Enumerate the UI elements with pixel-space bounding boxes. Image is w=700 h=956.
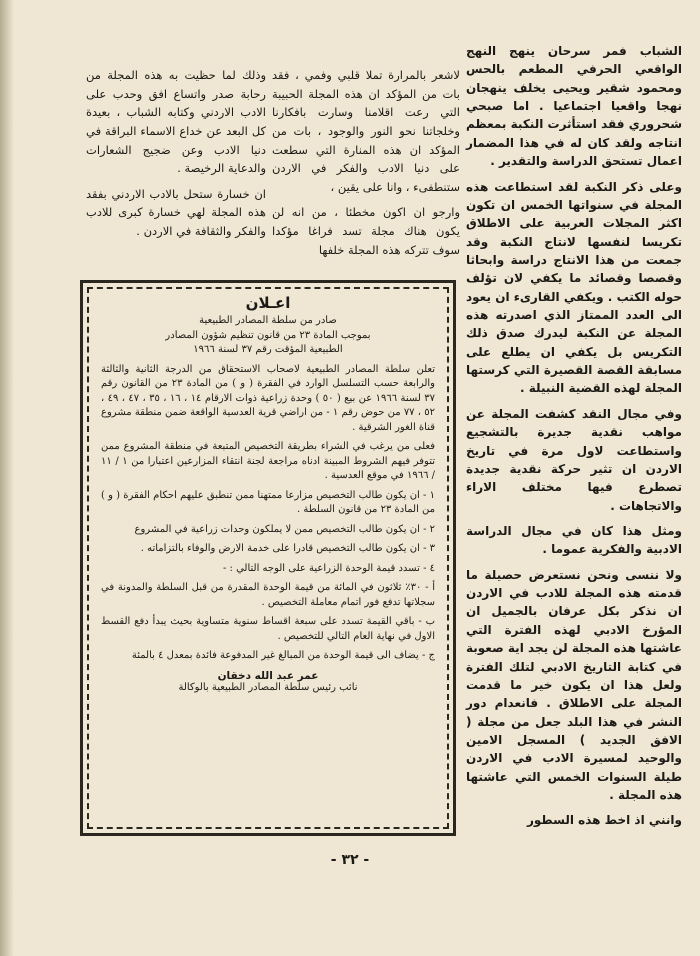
payment-term: أ - ٣٠٪ ثلاثون في المائة من قيمة الوحدة المقدرة من قبل السلطة والمدونة في سجلاتها تدفع فور اتمام معاملة التخصيص .: [101, 582, 435, 608]
paragraph: ولا ننسى ونحن نستعرض حصيلة ما قدمته هذه المجلة للادب في الاردن ان نذكر بكل عرفان بالجميل ان المؤرخ الادبي لهذه الفترة التي عاشتها هذه المجلة لن يجد اية صعوبة في كتابة التاريخ الادبي لتلك الفترة ولعل هذا ان يكون خير ما قدمت المجلة على الاطلاق . فانعدام دور النشر في هذا البلد جعل من مجلة ( الافق الجديد ) المسجل الامين والوحيد لمسيرة الادب في الاردن طيلة السنوات الخمس التي عاشتها هذه المجلة .: [466, 567, 682, 803]
page-number: - ٣٢ -: [330, 852, 370, 868]
announcement-paragraph: فعلى من يرغب في الشراء بطريقة التخصيص المتبعة في منطقة المشروع ممن تتوفر فيهم الشروط المبينة ادناه مراجعة لجنة انتقاء المزارعين اعتبارا من ١ / ١١ / ١٩٦٦ في موقع العدسية .: [101, 441, 435, 481]
paragraph: ان خسارة ستحل بالادب الاردني بفقد هذه المجلة لهي خسارة كبرى للادب والفكر والثقافة في الاردن .: [86, 186, 266, 238]
paragraph: ومثل هذا كان في مجال الدراسة الادبية والفكرية عموما .: [466, 523, 682, 557]
issuer-line: بموجب المادة ٢٣ من قانون تنظيم شؤون المصادر: [165, 329, 371, 341]
signature-title: نائب رئيس سلطة المصادر الطبيعية بالوكالة: [178, 681, 358, 693]
paragraph: لاشعر بالمرارة تملا قلبي وفمي ، فقد بات من المؤكد ان هذه المجلة الحبيبة التي رعت اقلامنا وسارت بافكارنا وخلجاتنا نحو النور والوجود ، بات من المؤكد ان هذه المنارة التي سطعت على دنيا الادب والفكر في الاردن ستنطفىء ، وانا على يقين ،: [272, 68, 460, 194]
condition-item: ٣ - ان يكون طالب التخصيص قادرا على خدمة الارض والوفاء بالتزاماته .: [140, 543, 435, 554]
paragraph: وعلى ذكر النكبة لقد استطاعت هذه المجلة في سنواتها الخمس ان تكون اكثر المجلات العربية على الاطلاق تكريسا لنفسها لانتاج النكبة وقد جمعت من هذا الانتاج دراسة وابحاثا وقصصا وقصائد ما يكفي لان تؤلف حوله الكتب . ويكفي القارىء ان يعود الى العدد الممتاز الذي اصدرته هذه المجلة عن النكبة ليدرك صدق ذلك التكريس بل يكفي ان يطلع على مسابقة القصة القصيرة التي كرستها المجلة لهذه القضية النبيلة .: [466, 179, 682, 396]
condition-item: ١ - ان يكون طالب التخصيص مزارعا ممتهنا ممن تنطبق عليهم احكام الفقرة ( و ) من المادة ٢٣ من قانون السلطة .: [101, 489, 435, 515]
issuer-line: الطبيعية المؤقت رقم ٣٧ لسنة ١٩٦٦: [193, 344, 343, 355]
article-column-middle: [272, 66, 460, 266]
payment-term: ج - يضاف الى قيمة الوحدة من المبالغ غير المدفوعة فائدة بمعدل ٤ بالمئة: [131, 650, 435, 661]
condition-item: ٤ - تسدد قيمة الوحدة الزراعية على الوجه التالي : -: [222, 562, 435, 574]
paragraph: وارجو ان اكون مخطئا ، من انه لن يكون هناك مجلة تسد فراغا مؤكدا سوف تتركه هذه المجلة خلفها: [272, 205, 460, 257]
article-column-right: [466, 42, 682, 837]
signature-name: عمر عبد الله دخقان: [217, 669, 319, 682]
payment-term: ب - باقي القيمة تسدد على سبعة اقساط سنوية متساوية بحيث يبدأ دفع القسط الاول في نهاية العام التالي للتخصيص .: [101, 616, 435, 642]
advertisement-inner-frame: [87, 287, 449, 829]
paragraph: وذلك لما حظيت به هذه المجلة من رحابة صدر واتساع افق وحدب على الادب الاردني وكتابه الشباب ، بعيدة كل البعد عن خداع الاسماء البراقة في دنيا الادب وعن ضجيج الشعارات والدعاية الرخيصة .: [86, 68, 266, 176]
issuer-line: صادر من سلطة المصادر الطبيعية: [199, 315, 337, 326]
paragraph: وانني اذ اخط هذه السطور: [527, 813, 682, 828]
paragraph: الشباب فمر سرحان ينهج النهج الواقعي الحرفي المطعم بالحس ومحمود شقير ويحيى يخلف ينهجان نهجا واقعيا اجتماعيا . اما صبحي شحروري فقد استأثرت النكبة بمعظم انتاجه ولقد كان له في هذا المضمار اعمال تستحق الدراسة والتقدير .: [466, 44, 682, 169]
binding-shadow: [0, 0, 14, 956]
article-column-left: [86, 66, 266, 248]
paragraph: وفي مجال النقد كشفت المجلة عن مواهب نقدية جديرة بالتشجيع واستطاعت لاول مرة في تاريخ الاردن ان تثير حركة نقدية جديدة تصطرع فيها مختلف الاراء والاتجاهات .: [466, 406, 682, 513]
advertisement-title: اعـلان: [245, 294, 291, 312]
advertisement-box: [80, 280, 456, 836]
announcement-paragraph: تعلن سلطة المصادر الطبيعية لاصحاب الاستحقاق من الدرجة الثانية والثالثة والرابعة حسب التسلسل الوارد في الفقرة ( و ) من المادة ٢٣ من القانون رقم ٣٧ لسنة ١٩٦٦ عن بيع ( ٥٠ ) وحدة زراعية ذوات الارقام ١٤ ، ١٦ ، ٣٥ ، ٤٧ ، ٤٩ ، ٥٢ ، ٧٧ من حوض رقم ١ - من اراضي قرية العدسية الواقعة ضمن منطقة مشروع قناة الغور الشرقية .: [101, 363, 436, 433]
condition-item: ٢ - ان يكون طالب التخصيص ممن لا يملكون وحدات زراعية في المشروع: [134, 523, 435, 535]
